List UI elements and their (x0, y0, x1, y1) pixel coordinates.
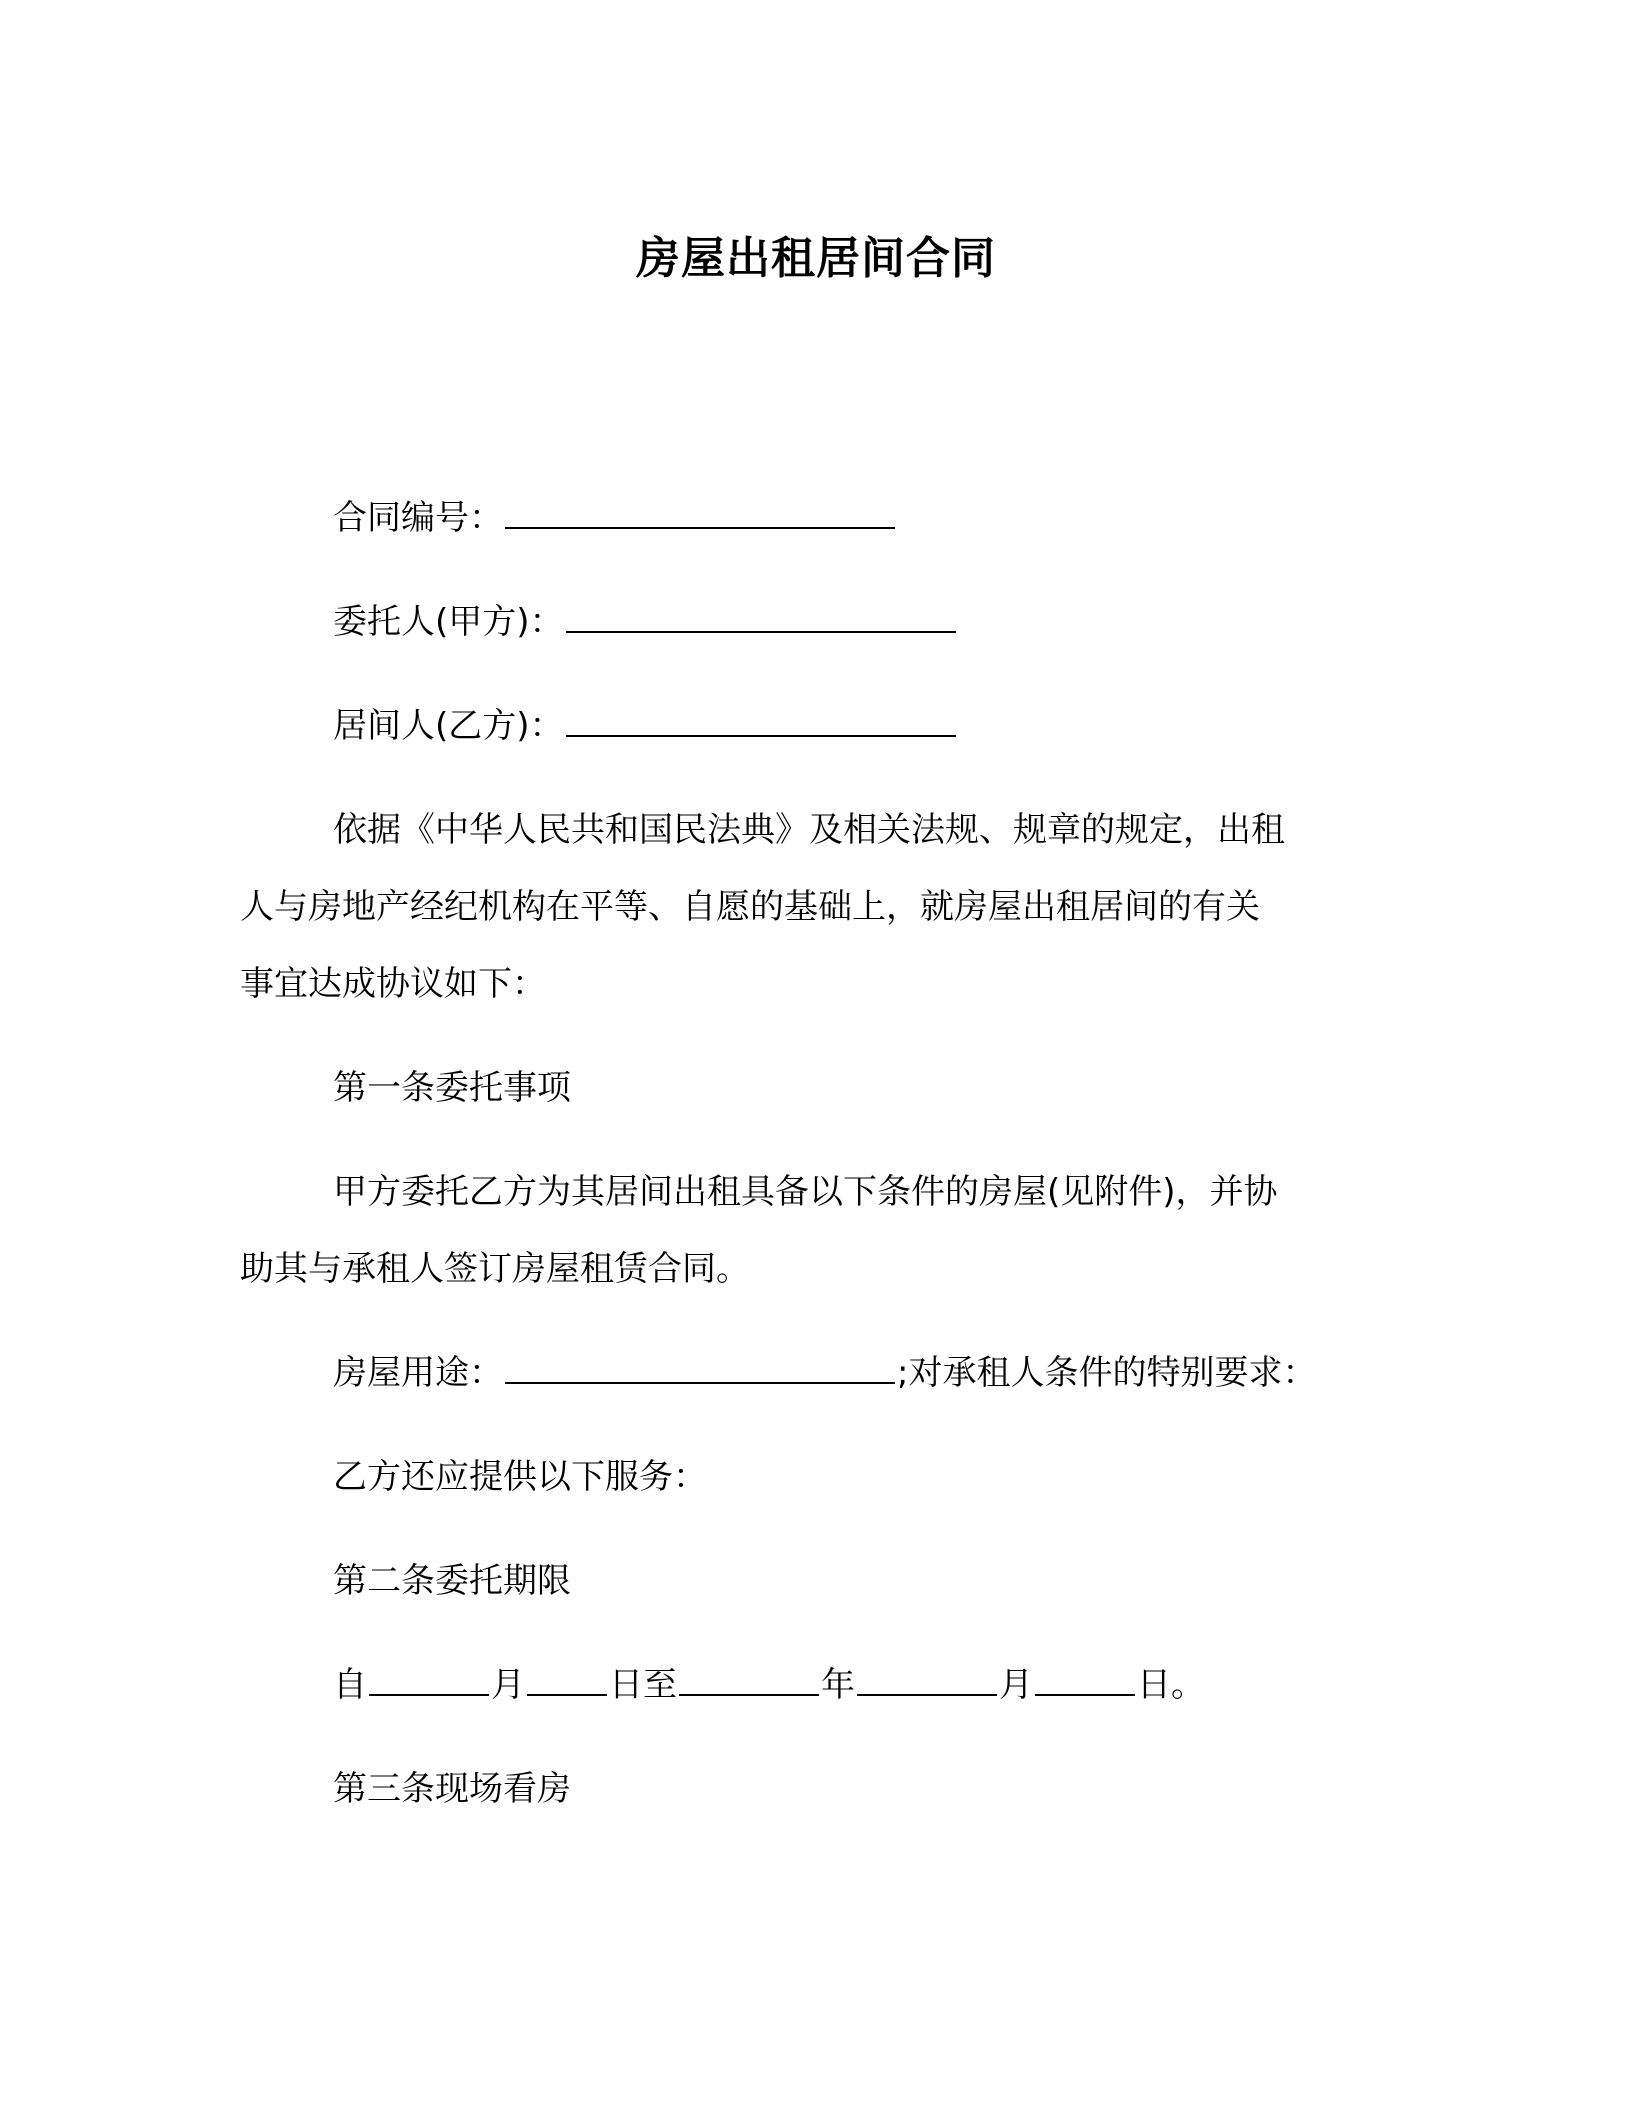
term-period-line (333, 1660, 1205, 1710)
period-day-1: 日至 (609, 1665, 677, 1705)
preamble-line-2: 人与房地产经纪机构在平等、自愿的基础上，就房屋出租居间的有关 (240, 887, 1260, 927)
end-day-blank[interactable] (1035, 1664, 1135, 1696)
party-b-field (333, 701, 958, 751)
preamble-line-1: 依据《中华人民共和国民法典》及相关法规、规章的规定，出租 (333, 810, 1285, 850)
party-a-blank[interactable] (566, 601, 956, 633)
article-1-heading: 第一条委托事项 (333, 1068, 571, 1108)
document-title: 房屋出租居间合同 (636, 233, 996, 284)
period-month-2: 月 (999, 1665, 1033, 1705)
article-1-body-line-2: 助其与承租人签订房屋租赁合同。 (240, 1249, 750, 1289)
contract-number-field (333, 493, 897, 543)
article-1-body-line-1: 甲方委托乙方为其居间出租具备以下条件的房屋(见附件)，并协 (333, 1172, 1278, 1212)
services-line: 乙方还应提供以下服务： (333, 1457, 707, 1497)
usage-blank[interactable] (505, 1352, 895, 1384)
period-year-2: 年 (821, 1665, 855, 1705)
period-from: 自 (333, 1665, 367, 1705)
contract-number-blank[interactable] (505, 497, 895, 529)
article-3-heading: 第三条现场看房 (333, 1769, 571, 1809)
start-month-blank[interactable] (369, 1664, 489, 1696)
usage-field (333, 1348, 1316, 1398)
usage-label: 房屋用途： (333, 1353, 503, 1393)
end-month-blank[interactable] (857, 1664, 997, 1696)
usage-suffix: ;对承租人条件的特别要求： (897, 1353, 1317, 1393)
contract-number-label: 合同编号： (333, 498, 503, 538)
party-b-label: 居间人(乙方)： (333, 706, 564, 746)
article-2-heading: 第二条委托期限 (333, 1561, 571, 1601)
start-day-blank[interactable] (527, 1664, 607, 1696)
party-a-field (333, 597, 958, 647)
period-month-1: 月 (491, 1665, 525, 1705)
preamble-line-3: 事宜达成协议如下： (240, 964, 546, 1004)
period-day-2: 日。 (1137, 1665, 1205, 1705)
end-year-blank[interactable] (679, 1664, 819, 1696)
party-a-label: 委托人(甲方)： (333, 602, 564, 642)
party-b-blank[interactable] (566, 705, 956, 737)
